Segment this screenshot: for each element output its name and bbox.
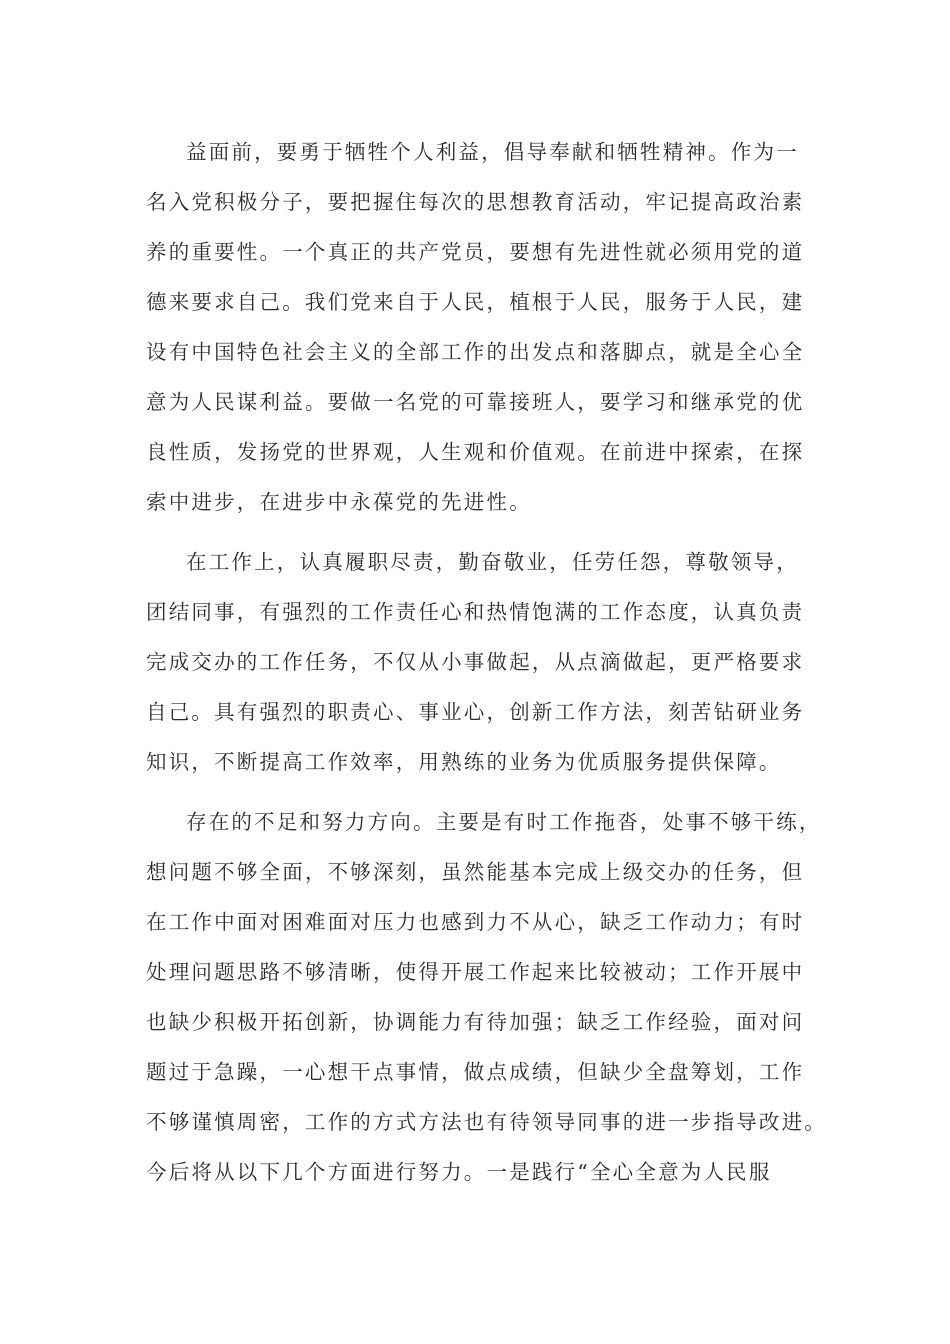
text-line: 自己。具有强烈的职责心、事业心，创新工作方法，刻苦钻研业务 [146, 700, 805, 724]
text-line: 德来要求自己。我们党来自于人民，植根于人民，服务于人民，建 [146, 290, 805, 314]
text-line: 索中进步，在进步中永葆党的先进性。 [146, 490, 532, 514]
text-line: 题过于急躁，一心想干点事情，做点成绩，但缺少全盘筹划，工作 [146, 1060, 805, 1084]
text-line: 想问题不够全面，不够深刻，虽然能基本完成上级交办的任务，但 [146, 860, 805, 884]
text-line: 设有中国特色社会主义的全部工作的出发点和落脚点，就是全心全 [146, 340, 805, 364]
text-line: 完成交办的工作任务，不仅从小事做起，从点滴做起，更严格要求 [146, 650, 805, 674]
text-line: 在工作中面对困难面对压力也感到力不从心，缺乏工作动力；有时 [146, 910, 805, 934]
text-line: 益面前，要勇于牺牲个人利益，倡导奉献和牺牲精神。作为一 [186, 140, 799, 164]
text-line: 存在的不足和努力方向。主要是有时工作拖沓，处事不够干练， [186, 810, 822, 834]
text-line: 意为人民谋利益。要做一名党的可靠接班人，要学习和继承党的优 [146, 390, 805, 414]
text-line: 知识，不断提高工作效率，用熟练的业务为优质服务提供保障。 [146, 750, 782, 774]
text-line: 团结同事，有强烈的工作责任心和热情饱满的工作态度，认真负责 [146, 600, 805, 624]
text-line: 不够谨慎周密，工作的方式方法也有待领导同事的进一步指导改进。 [146, 1110, 827, 1134]
text-line: 今后将从以下几个方面进行努力。一是践行“全心全意为人民服 [146, 1160, 772, 1184]
text-line: 处理问题思路不够清晰，使得开展工作起来比较被动；工作开展中 [146, 960, 805, 984]
text-line: 在工作上，认真履职尽责，勤奋敬业，任劳任怨，尊敬领导， [186, 550, 799, 574]
text-line: 名入党积极分子，要把握住每次的思想教育活动，牢记提高政治素 [146, 190, 805, 214]
text-line: 养的重要性。一个真正的共产党员，要想有先进性就必须用党的道 [146, 240, 805, 264]
text-line: 良性质，发扬党的世界观，人生观和价值观。在前进中探索，在探 [146, 440, 805, 464]
text-line: 也缺少积极开拓创新，协调能力有待加强；缺乏工作经验，面对问 [146, 1010, 805, 1034]
